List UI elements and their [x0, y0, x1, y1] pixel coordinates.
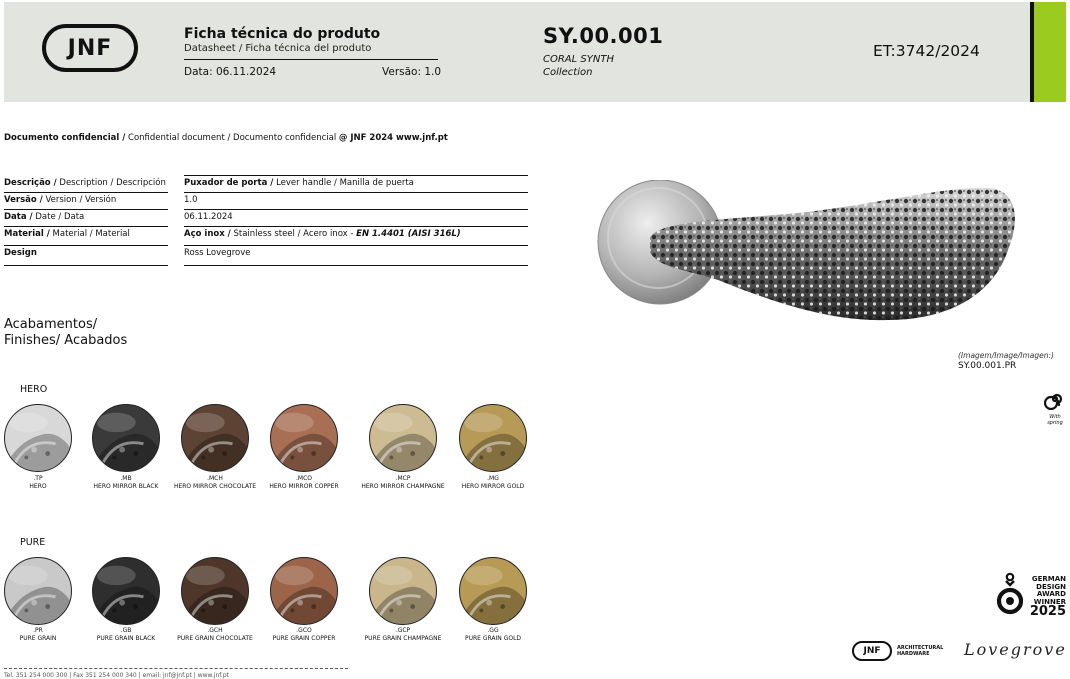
spec-rule-label	[4, 226, 168, 227]
product-collection-label: Collection	[543, 67, 593, 78]
jnf-logo: JNF	[42, 24, 138, 72]
finish-label	[353, 627, 453, 642]
finish-code: .MB	[120, 475, 132, 482]
spring-label	[1036, 414, 1070, 426]
finish-name: HERO MIRROR CHOCOLATE	[173, 482, 257, 490]
spring-label-line1: With	[1049, 414, 1061, 420]
spec-value-bold: Aço inox /	[184, 229, 231, 239]
spring-label-line2: spring	[1047, 420, 1063, 426]
confidential-bold-b: @ JNF 2024 www.jnf.pt	[338, 133, 448, 143]
brand-line1: ARCHITECTURAL	[897, 645, 944, 651]
product-code: SY.00.001	[543, 24, 664, 48]
spec-label-rest: Version / Versión	[42, 195, 117, 205]
spec-rule-value	[184, 209, 528, 210]
designer-signature: Lovegrove	[964, 640, 1067, 659]
finishes-title	[4, 317, 127, 349]
finish-code: .MG	[487, 475, 499, 482]
architectural-hardware-label	[897, 645, 943, 657]
spec-label	[4, 248, 37, 258]
footer-contact: Tel. 351 254 000 300 | Fax 351 254 000 340 | email: jnf@jnf.pt | www.jnf.pt	[4, 672, 229, 679]
finish-name: PURE GRAIN BLACK	[96, 634, 156, 642]
spec-rule-label	[4, 265, 168, 266]
finish-name: PURE GRAIN GOLD	[464, 634, 522, 642]
finish-swatch	[4, 404, 72, 472]
design-award-text	[1024, 576, 1066, 606]
image-code: SY.00.001.PR	[958, 361, 1017, 371]
finish-code: .GCH	[207, 627, 223, 634]
product-model: CORAL SYNTH	[543, 54, 614, 65]
brand-line2: HARDWARE	[897, 651, 930, 657]
finish-label	[76, 627, 176, 642]
finish-label	[76, 475, 176, 490]
finish-name: HERO MIRROR COPPER	[269, 482, 339, 490]
spec-value-rest: Ross Lovegrove	[184, 248, 251, 258]
spec-label-bold: Data /	[4, 212, 33, 222]
confidential-normal: Confidential document / Documento confidencial	[125, 133, 339, 143]
spec-rule-value	[184, 226, 528, 227]
spec-value	[184, 248, 251, 258]
spec-value	[184, 229, 461, 239]
finish-name: PURE GRAIN	[19, 634, 57, 642]
spec-label	[4, 178, 166, 188]
design-award-icon	[997, 572, 1023, 616]
finish-name: PURE GRAIN CHAMPAGNE	[364, 634, 442, 642]
finish-label	[443, 475, 543, 490]
spec-label	[4, 212, 84, 222]
finish-name: HERO MIRROR BLACK	[93, 482, 159, 490]
spec-value-rest: 06.11.2024	[184, 212, 233, 222]
spec-label-bold: Material /	[4, 229, 50, 239]
finish-code: .MCP	[395, 475, 411, 482]
finish-label	[353, 475, 453, 490]
spring-icon	[1044, 388, 1066, 410]
title-divider	[184, 59, 438, 60]
spec-label-rest: Date / Data	[32, 212, 85, 222]
finish-swatch	[369, 557, 437, 625]
finish-code: .TP	[33, 475, 43, 482]
spec-rule-top	[184, 175, 528, 176]
finish-name: HERO	[29, 482, 47, 490]
award-year: 2025	[1029, 604, 1066, 619]
finish-group-title: HERO	[20, 384, 48, 395]
spec-rule-label	[4, 245, 168, 246]
spec-rule-value	[184, 245, 528, 246]
finish-swatch	[92, 404, 160, 472]
spec-value-rest: 1.0	[184, 195, 198, 205]
award-line1: GERMAN	[1031, 575, 1066, 583]
spec-label	[4, 229, 130, 239]
finish-code: .GG	[487, 627, 499, 634]
finish-code: .GB	[120, 627, 132, 634]
confidential-notice	[4, 133, 448, 143]
image-caption: (Imagem/Image/Imagen:)	[958, 351, 1054, 360]
spec-rule-value	[184, 265, 528, 266]
confidential-bold-a: Documento confidencial /	[4, 133, 126, 143]
finish-name: HERO MIRROR CHAMPAGNE	[361, 482, 445, 490]
finish-swatch	[459, 404, 527, 472]
accent-bar	[1034, 2, 1066, 102]
finish-name: PURE GRAIN COPPER	[272, 634, 336, 642]
award-line4: WINNER	[1033, 597, 1066, 606]
spec-label-bold: Design	[4, 248, 37, 258]
document-subtitle: Datasheet / Ficha técnica del produto	[184, 43, 372, 54]
spec-label-bold: Versão /	[4, 195, 43, 205]
finish-swatch	[270, 404, 338, 472]
finish-label	[0, 475, 88, 490]
finish-swatch	[459, 557, 527, 625]
spec-label	[4, 195, 116, 205]
spec-value-extra: EN 1.4401 (AISI 316L)	[356, 229, 461, 239]
finishes-title-line2: Finishes/ Acabados	[4, 333, 128, 348]
award-line2: DESIGN	[1036, 582, 1066, 591]
spec-value-rest: Lever handle / Manilla de puerta	[273, 178, 414, 188]
spec-value-rest: Stainless steel / Acero inox -	[230, 229, 357, 239]
finish-swatch	[270, 557, 338, 625]
spec-value	[184, 195, 198, 205]
finish-label	[443, 627, 543, 642]
et-code: ET:3742/2024	[873, 42, 980, 60]
spec-value	[184, 178, 414, 188]
product-image	[588, 180, 1028, 340]
spec-value-bold: Puxador de porta /	[184, 178, 274, 188]
finish-code: .GCP	[395, 627, 411, 634]
finish-code: .MCO	[296, 475, 312, 482]
finish-code: .MCH	[207, 475, 223, 482]
spec-rule-label	[4, 209, 168, 210]
spec-label-bold: Descrição /	[4, 178, 57, 188]
finish-name: PURE GRAIN CHOCOLATE	[177, 634, 253, 642]
finish-name: HERO MIRROR GOLD	[461, 482, 525, 490]
finish-label	[165, 475, 265, 490]
finish-swatch	[369, 404, 437, 472]
finish-label	[254, 627, 354, 642]
finish-swatch	[92, 557, 160, 625]
finish-code: .PR	[33, 627, 43, 634]
finishes-title-line1: Acabamentos/	[4, 317, 98, 332]
finish-group-title: PURE	[20, 537, 46, 548]
spec-value	[184, 212, 233, 222]
finish-label	[0, 627, 88, 642]
header-date: Data: 06.11.2024	[184, 66, 277, 78]
finish-swatch	[181, 557, 249, 625]
spec-label-rest: Description / Descripción	[56, 178, 166, 188]
jnf-small-logo: JNF	[852, 641, 892, 661]
finish-code: .GCO	[296, 627, 312, 634]
spec-rule-value	[184, 192, 528, 193]
footer-divider	[4, 668, 348, 669]
spec-label-rest: Material / Material	[49, 229, 130, 239]
document-title: Ficha técnica do produto	[184, 26, 381, 42]
finish-label	[254, 475, 354, 490]
finish-swatch	[4, 557, 72, 625]
finish-swatch	[181, 404, 249, 472]
finish-label	[165, 627, 265, 642]
award-line3: AWARD	[1036, 590, 1066, 598]
header-version: Versão: 1.0	[382, 66, 442, 78]
spec-rule-label	[4, 192, 168, 193]
